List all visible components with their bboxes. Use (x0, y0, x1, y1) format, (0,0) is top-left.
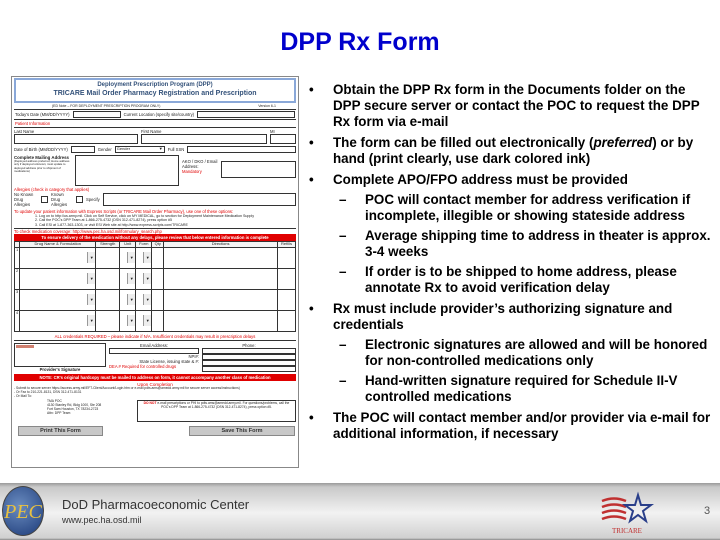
gender-select[interactable]: Gender ▼ (116, 145, 163, 151)
sub-bullet: – Average shipping time to address in theater is approx. 3-4 weeks (307, 228, 715, 260)
address-line: Fort Sam Houston, TX 78234-2723 (47, 407, 99, 412)
bullet-fill-out (307, 135, 715, 167)
address-line: Attn: DPP Team (47, 411, 71, 416)
kda-checkbox[interactable] (76, 196, 83, 203)
address-line: 4130 Stanley Rd, Bldg 1000, Ste 208 (47, 403, 102, 408)
dob-label: Date of Birth (MM/DD/YYYY) (14, 146, 68, 152)
mailing-address-label: Complete Mailing Address (14, 154, 69, 160)
signature-box[interactable] (14, 343, 106, 367)
update-option-3: 3. Call ESI at 1-877-363-1303, or visit ESI Web site at http://www.express-scripts.com/TRICARE (35, 222, 188, 227)
email-input[interactable] (221, 161, 296, 178)
bullet-text: ) or by hand (print clearly, use dark colored ink) (333, 135, 694, 166)
print-form-button[interactable]: Print This Form (18, 426, 103, 436)
row-number: 2 (15, 268, 20, 289)
form-select[interactable]: ▼ (136, 268, 152, 289)
drug-select[interactable]: ▼ (20, 310, 96, 331)
todays-date-label: Today's Date (MM/DD/YYYY) (15, 111, 70, 117)
table-row (15, 310, 296, 331)
drug-select[interactable]: ▼ (20, 247, 96, 268)
table-row (15, 268, 296, 289)
page-number: 3 (704, 505, 711, 517)
dob-input[interactable] (71, 146, 95, 153)
sub-bullet: – POC will contact member for address verification if incomplete, illegible or showing stateside address (307, 192, 715, 224)
do-not-text: e-mail prescriptions or PHI to pdts.ams@amedd.army.mil. For questions/problems, call the POC's DPP Team at 1-866-275-4732 (DSN 312-471-8274), press option #5. (157, 401, 290, 410)
mi-label: MI (270, 128, 275, 134)
bullet-emphasis: preferred (593, 135, 653, 150)
sub-bullet: – Electronic signatures are allowed and will be honored for non-controlled medications only (307, 337, 715, 369)
tricare-logo (600, 491, 654, 535)
phone-label: Phone: (242, 342, 256, 348)
fax-instructions: - Or Fax to 210-221-8131, DSN 312-471-8131 (14, 390, 82, 395)
col-form: Form (136, 241, 152, 247)
pec-logo: PEC (2, 486, 44, 536)
last-name-label: Last Name (14, 128, 35, 134)
sub-bullet: – If order is to be shipped to home address, please annotate Rx to avoid verification delay (307, 264, 715, 296)
do-not-email-box (137, 400, 296, 422)
location-label: Current Location (specify site/country) (123, 111, 195, 117)
form-version: Version 6-1 (258, 103, 276, 108)
drug-select[interactable]: ▼ (20, 289, 96, 310)
coverage-link[interactable]: To check medication coverage: http://www.pec.ha.osd.mil/formulary_search.php (14, 228, 296, 234)
gender-label: Gender (97, 146, 112, 152)
signature-label: Provider's Signature (39, 366, 81, 372)
form-select[interactable]: ▼ (136, 289, 152, 310)
col-unit: Unit (120, 241, 136, 247)
delivery-banner: To ensure delivery of the medication without any delays, please review that below entered information is complete (14, 234, 296, 241)
allergies-heading: Allergies (check in category that applies) (14, 186, 90, 192)
mandatory-label: Mandatory (182, 168, 202, 174)
table-row (15, 289, 296, 310)
unit-select[interactable]: ▼ (120, 310, 136, 331)
bullet-text: The form can be filled out electronically ( (333, 135, 594, 150)
sub-bullet: – Hand-written signature required for Schedule II-V controlled medications (307, 373, 715, 405)
upon-completion-heading: Upon Completion (137, 381, 173, 387)
table-row (15, 247, 296, 268)
do-not-label: DO NOT (143, 401, 157, 406)
specify-label: Specify (86, 196, 100, 202)
save-form-button[interactable]: Save This Form (189, 426, 295, 436)
medication-table (14, 241, 296, 332)
bullet-poc-contact: • The POC will contact member and/or provider via e-mail for additional information, if necessary (307, 410, 715, 442)
unit-select[interactable]: ▼ (120, 268, 136, 289)
slide-title: DPP Rx Form (280, 28, 440, 56)
mail-instructions: - Or Mail To: (14, 394, 32, 399)
col-qty: Qty (152, 241, 164, 247)
col-strength: Strength (96, 241, 120, 247)
bullet-list (307, 82, 715, 447)
todays-date-input[interactable] (73, 111, 121, 118)
npi-label: NPI#: (188, 353, 199, 359)
slide-footer (0, 483, 720, 540)
ssn-label: Full SSN (167, 146, 185, 152)
gender-value: Gender (116, 145, 131, 151)
state-license-label: State License, issuing state & #: (139, 358, 199, 364)
allergies-specify-input[interactable] (103, 193, 296, 206)
first-name-label: First Name (141, 128, 162, 134)
mailing-address-note: (Deployed address preferred; Home address only if deployed unknown; must update to deployed address prior to shipment of medications) (14, 159, 70, 174)
mailing-address-input[interactable] (75, 155, 179, 186)
dea-input[interactable] (202, 366, 296, 372)
row-number: 4 (15, 310, 20, 331)
mi-input[interactable] (270, 134, 296, 144)
last-name-input[interactable] (14, 134, 138, 144)
row-number: 1 (15, 247, 20, 268)
drug-select[interactable]: ▼ (20, 268, 96, 289)
submit-instructions: - Submit to secure server https://access.army.mil/EFT-Client/Account/Login.htm or e-mail pdts.ams@amedd.army.mil for secure server access/instructions) (14, 386, 240, 391)
form-subtitle: TRICARE Mail Order Pharmacy Registration and Prescription (53, 90, 257, 98)
ssn-input[interactable] (187, 146, 296, 153)
update-option-2: 2. Call the POC's DPP Team at 1-866-275-4732 (DSN 312-471-8274), press option #5 (35, 218, 172, 223)
provider-email-label: Email Address: (140, 342, 168, 348)
dpp-rx-form-image (11, 76, 299, 468)
col-directions: Directions (164, 241, 278, 247)
form-header (14, 78, 296, 103)
form-select[interactable]: ▼ (136, 247, 152, 268)
dea-label: DEA # Required for controlled drugs (109, 363, 177, 369)
tricare-text: TRICARE (612, 527, 642, 535)
nkda-label: No Known Drug Allergies (14, 191, 34, 207)
first-name-input[interactable] (141, 134, 267, 144)
nkda-checkbox[interactable] (41, 196, 48, 203)
update-intro: To update your patient information with Express Scripts (or TRICARE Mail Order Pharmacy), use one of these options: (14, 208, 234, 214)
col-drug: Drug Name & Formulation (20, 241, 96, 247)
unit-select[interactable]: ▼ (120, 247, 136, 268)
mail-address (14, 400, 134, 416)
form-select[interactable]: ▼ (136, 310, 152, 331)
location-input[interactable] (197, 111, 295, 118)
bullet-address: • Complete APO/FPO address must be provided (307, 172, 715, 188)
col-refills: Refills (278, 241, 296, 247)
hardcopy-banner: NOTE: CR's original hardcopy must be mailed to address on form, it cannot accompany another class of medication (14, 374, 296, 381)
address-line: TMA POC (47, 399, 62, 404)
form-note: (ED Note – FOR DEPLOYMENT PRESCRIPTION PROGRAM ONLY) (52, 103, 161, 108)
org-name: DoD Pharmacoeconomic Center (62, 497, 250, 512)
email-label: AKO / DKO / Email Address: (182, 158, 218, 169)
credentials-note: ALL credentials REQUIRED – please indicate if N/A. Insufficient credentials may result in prescription delays (14, 334, 296, 341)
org-url: www.pec.ha.osd.mil (62, 515, 142, 525)
kda-label: Known Drug Allergies (51, 191, 68, 207)
form-title: Deployment Prescription Program (DPP) (97, 82, 213, 88)
bullet-signature: • Rx must include provider’s authorizing signature and credentials (307, 301, 715, 333)
unit-select[interactable]: ▼ (120, 289, 136, 310)
row-number: 3 (15, 289, 20, 310)
patient-info-heading: Patient Information (15, 120, 51, 126)
bullet-obtain-form: • Obtain the DPP Rx form in the Documents folder on the DPP secure server or contact the POC to request the DPP Rx form via e-mail (307, 82, 715, 130)
update-option-1: 1. Log on to http://us.army.mil. Click on Self Service, click on MY MEDICAL, go to section for Deployment Maintenance Medication Supply (35, 213, 254, 218)
